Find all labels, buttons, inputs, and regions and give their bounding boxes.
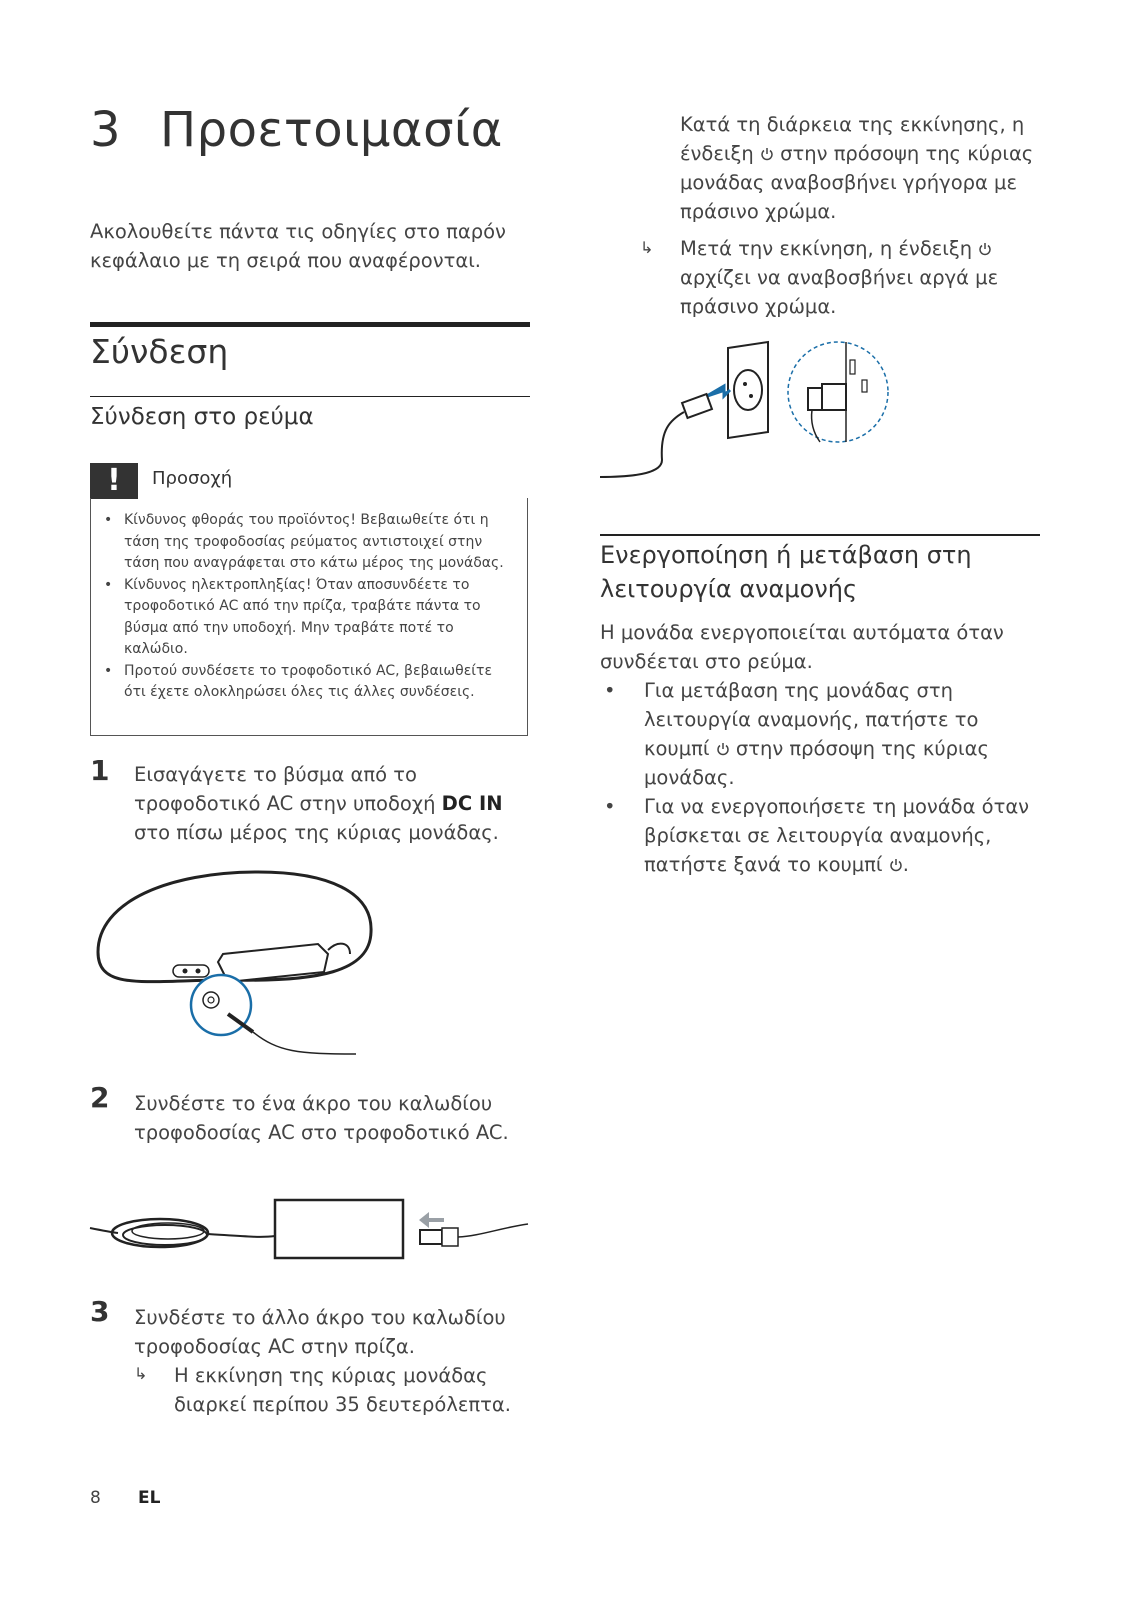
step-number: 2 [90,1081,110,1114]
section-title: Σύνδεση [90,332,229,371]
warning-icon: ! [90,463,138,499]
startup-paragraph [680,110,1040,226]
startup-text: στην πρόσοψη της κύριας μονάδας αναβοσβήνει γρήγορα με πράσινο χρώμα. [680,142,1034,223]
speaker-dc-in-illustration [88,862,388,1062]
step-result: Η εκκίνηση της κύριας μονάδας διαρκεί περίπου 35 δευτερόλεπτα. [174,1364,511,1416]
step-text [134,760,524,847]
list-item-text: Για μετάβαση της μονάδας στη λειτουργία αναμονής, πατήστε το κουμπί [644,679,979,760]
list-item [600,676,1040,792]
list-item [600,792,1040,879]
power-icon [760,147,774,161]
chapter-number: 3 [90,102,122,158]
step-number: 3 [90,1295,110,1328]
step-text: Συνδέστε το άλλο άκρο του καλωδίου τροφοδοσίας AC στην πρίζα. [134,1306,506,1358]
step-text-part: στο πίσω μέρος της κύριας μονάδας. [134,821,499,844]
list-item: • Κίνδυνος ηλεκτροπληξίας! Όταν αποσυνδέετε το τροφοδοτικό AC από την πρίζα, τραβάτε πάντα το βύσμα από την υποδοχή. Μην τραβάτε ποτέ το καλώδιο. [98,575,518,661]
subsection-divider [90,396,530,397]
subsection-title: Σύνδεση στο ρεύμα [90,404,314,430]
after-startup-paragraph [680,234,1040,321]
power-icon [716,742,730,756]
arrow-result-icon: ↳ [134,1364,148,1383]
startup-text: Κατά τη διάρκεια της εκκίνησης, η ένδειξη [680,113,1025,165]
list-item: • Προτού συνδέσετε το τροφοδοτικό AC, βεβαιωθείτε ότι έχετε ολοκληρώσει όλες τις άλλες συνδέσεις. [98,661,518,704]
chapter-title-text: Προετοιμασία [160,102,503,158]
subsection-title: Ενεργοποίηση ή μετάβαση στη λειτουργία αναμονής [600,541,972,603]
caution-title: Προσοχή [152,468,233,489]
standby-intro: Η μονάδα ενεργοποιείται αυτόματα όταν συνδέεται στο ρεύμα. [600,621,1004,673]
after-startup-text: αρχίζει να αναβοσβήνει αργά με πράσινο χρώμα. [680,266,999,318]
page-number: 8 [90,1488,101,1508]
power-cord-illustration [90,1198,530,1278]
caution-list [98,510,518,704]
list-item-text: Για να ενεργοποιήσετε τη μονάδα όταν βρίσκεται σε λειτουργία αναμονής, πατήστε ξανά το κουμπί [644,795,1030,876]
language-code: EL [138,1488,161,1508]
standby-list [600,676,1040,879]
arrow-result-icon: ↳ [640,238,654,257]
step-number: 1 [90,754,110,787]
intro-paragraph: Ακολουθείτε πάντα τις οδηγίες στο παρόν κεφάλαιο με τη σειρά που αναφέρονται. [90,220,506,272]
chapter-title [90,102,503,158]
subsection-divider [600,534,1040,536]
power-icon [889,858,903,872]
after-startup-text: Μετά την εκκίνηση, η ένδειξη [680,237,973,260]
list-item-text: . [902,853,909,876]
connector-label: DC IN [441,792,503,815]
list-item-text: στην πρόσοψη της κύριας μονάδας. [644,737,989,789]
list-item: • Κίνδυνος φθοράς του προϊόντος! Βεβαιωθείτε ότι η τάση της τροφοδοσίας ρεύματος αντιστοιχεί στην τάση που αναγράφεται στο κάτω μέρος της μονάδας. [98,510,518,575]
step-text-part: Εισαγάγετε το βύσμα από το τροφοδοτικό AC στην υποδοχή [134,763,442,815]
power-icon [978,242,992,256]
section-divider [90,322,530,327]
wall-socket-illustration [600,340,900,480]
step-text: Συνδέστε το ένα άκρο του καλωδίου τροφοδοσίας AC στο τροφοδοτικό AC. [134,1092,509,1144]
